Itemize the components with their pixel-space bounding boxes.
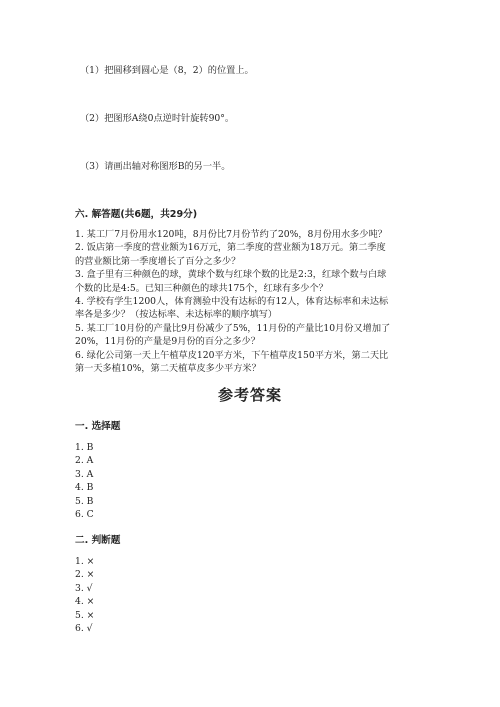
problem-line: 3. 盒子里有三种颜色的球，黄球个数与红球个数的比是2:3，红球个数与白球: [75, 269, 387, 281]
judge-answers: [75, 555, 94, 635]
answer-item: 3. √: [75, 582, 93, 594]
choice-heading: 一. 选择题: [75, 421, 121, 432]
answer-item: 2. A: [75, 455, 94, 467]
answer-item: 4. B: [75, 482, 94, 494]
problem-line: 6. 绿化公司第一天上午植草皮120平方米，下午植草皮150平方米，第二天比: [75, 349, 389, 361]
problem-line: 20%，11月份的产量是9月份的百分之多少？: [75, 336, 260, 348]
answer-item: 3. A: [75, 468, 94, 480]
geometry-task-3: （3）请画出轴对称图形B的另一半。: [80, 161, 231, 172]
problem-line: 第一天多植10%，第二天植草皮多少平方米？: [75, 363, 261, 375]
judge-heading: 二. 判断题: [75, 535, 121, 546]
answer-item: 5. B: [75, 495, 94, 507]
problem-line: 率各是多少？（按达标率、未达标率的顺序填写）: [75, 309, 278, 321]
answer-item: 5. ×: [75, 609, 95, 621]
answer-item: 6. C: [75, 509, 94, 521]
problem-line: 1. 某工厂7月份用水120吨，8月份比7月份节约了20%，8月份用水多少吨？: [75, 229, 387, 240]
geometry-task-1: （1）把圆移到圆心是（8，2）的位置上。: [80, 65, 254, 76]
problem-line: 个数的比是4:5。已知三种颜色的球共175个，红球有多少个？: [75, 282, 328, 294]
problem-line: 2. 饭店第一季度的营业额为16万元，第二季度的营业额为18万元。第二季度: [75, 242, 386, 254]
geometry-task-2: （2）把图形A绕0点逆时针旋转90°。: [80, 113, 235, 124]
section6-problems: [75, 228, 390, 375]
answer-item: 2. ×: [75, 569, 95, 581]
problem-line: 5. 某工厂10月份的产量比9月份减少了5%，11月份的产量比10月份又增加了: [75, 322, 391, 334]
answer-item: 6. √: [75, 623, 93, 635]
answers-title: 参考答案: [217, 386, 282, 404]
section6-heading: 六. 解答题(共6题，共29分): [75, 209, 198, 220]
answer-item: 4. ×: [75, 596, 95, 608]
answer-item: 1. ×: [75, 556, 95, 567]
choice-answers: [75, 441, 94, 521]
problem-line: 的营业额比第一季度增长了百分之多少？: [75, 255, 241, 267]
answer-item: 1. B: [75, 442, 94, 453]
problem-line: 4. 学校有学生1200人，体育测验中没有达标的有12人，体育达标率和未达标: [75, 296, 389, 308]
